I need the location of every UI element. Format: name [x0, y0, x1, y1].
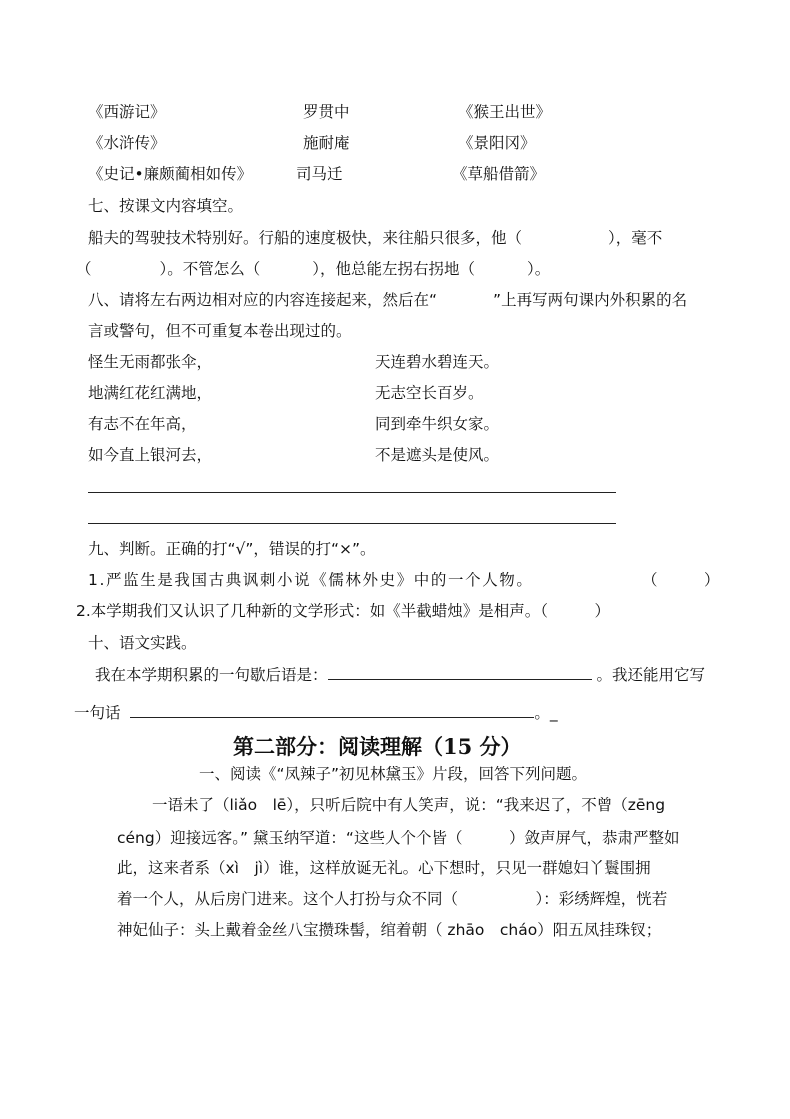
- q9-item-1: 1.严监生是我国古典讽刺小说《儒林外史》中的一个人物。: [88, 571, 534, 589]
- q8-right-1[interactable]: 天连碧水碧连天。: [375, 353, 500, 371]
- q8-right-3[interactable]: 同到牵牛织女家。: [375, 415, 500, 433]
- passage-line-2: céng）迎接远客。” 黛玉纳罕道：“这些人个个皆（ ）敛声屏气，恭肃严整如: [117, 829, 680, 847]
- q7-line2-text-c: ），他总能左拐右拐地（: [312, 260, 476, 278]
- part2-q1-heading: 一、阅读《“凤辣子”初见林黛玉》片段，回答下列问题。: [199, 765, 588, 783]
- q10-xiehouyu-field[interactable]: [328, 665, 592, 680]
- work-author-2: 施耐庵: [303, 134, 350, 152]
- q7-line2-text-b: ）。不管怎么（: [159, 260, 261, 278]
- q7-line2-text-d: ）。: [527, 260, 551, 278]
- work-chapter-1: 《猴王出世》: [458, 103, 552, 121]
- q10-line1-text-b: 。我还能用它写: [596, 666, 705, 684]
- work-title-2: 《水浒传》: [88, 134, 166, 152]
- q8-left-3[interactable]: 有志不在年高，: [88, 415, 197, 433]
- passage-line-3: 此，这来者系（xì jì）谁，这样放诞无礼。心下想时，只见一群媳妇丫鬟围拥: [117, 859, 651, 877]
- q8-left-2[interactable]: 地满红花红满地，: [88, 384, 213, 402]
- work-author-3: 司马迁: [296, 165, 343, 183]
- work-chapter-2: 《景阳冈》: [458, 134, 536, 152]
- passage-line-5: 神妃仙子：头上戴着金丝八宝攒珠髻，绾着朝（ zhāo cháo）阳五凤挂珠钗；: [117, 921, 662, 939]
- q7-line1-text-a: 船夫的驾驶技术特别好。行船的速度极快，来往船只很多，他（: [88, 229, 523, 247]
- q10-line2-end: 。_: [534, 704, 558, 722]
- q7-line2: [76, 259, 550, 279]
- q10-line2: [74, 703, 558, 723]
- work-chapter-3: 《草船借箭》: [452, 165, 546, 183]
- q8-answer-line-1[interactable]: [88, 492, 616, 493]
- q10-sentence-field[interactable]: [130, 703, 534, 718]
- q8-answer-line-2[interactable]: [88, 523, 616, 524]
- q9-item-1-answer[interactable]: （ ）: [642, 571, 720, 589]
- q8-heading: [88, 290, 687, 310]
- q8-left-1[interactable]: 怪生无雨都张伞，: [88, 353, 213, 371]
- q7-line1: [88, 228, 662, 248]
- q7-line1-text-b: ），毫不: [608, 229, 663, 247]
- q8-right-2[interactable]: 无志空长百岁。: [375, 384, 484, 402]
- q7-heading: 七、按课文内容填空。: [88, 197, 244, 215]
- q10-line2-text: 一句话: [74, 704, 121, 722]
- work-title-1: 《西游记》: [88, 103, 166, 121]
- part2-title: 第二部分：阅读理解（15 分）: [233, 734, 522, 759]
- passage-line-1: 一语未了（liǎo lē），只听后院中有人笑声，说：“我来迟了，不曾（zēng: [152, 796, 666, 814]
- q10-line1: [95, 665, 705, 685]
- passage-line-4: 着一个人，从后房门进来。这个人打扮与众不同（ ）：彩绣辉煌，恍若: [117, 890, 668, 908]
- q9-item-2: 2.本学期我们又认识了几种新的文学形式：如《半截蜡烛》是相声。（ ）: [76, 602, 611, 620]
- q8-heading-line2: 言或警句，但不可重复本卷出现过的。: [88, 322, 352, 340]
- q10-line1-text: 我在本学期积累的一句歇后语是：: [95, 666, 328, 684]
- q8-right-4[interactable]: 不是遮头是使风。: [375, 446, 500, 464]
- q7-line2-open: （: [76, 260, 92, 278]
- q8-left-4[interactable]: 如今直上银河去，: [88, 446, 213, 464]
- q8-heading-a: 八、请将左右两边相对应的内容连接起来，然后在“: [88, 291, 438, 309]
- q10-heading: 十、语文实践。: [88, 634, 197, 652]
- work-title-3: 《史记•廉颇蔺相如传》: [88, 165, 253, 183]
- q8-heading-b: ”上再写两句课内外积累的名: [493, 291, 688, 309]
- work-author-1: 罗贯中: [303, 103, 350, 121]
- q9-heading: 九、判断。正确的打“√”，错误的打“×”。: [88, 540, 376, 558]
